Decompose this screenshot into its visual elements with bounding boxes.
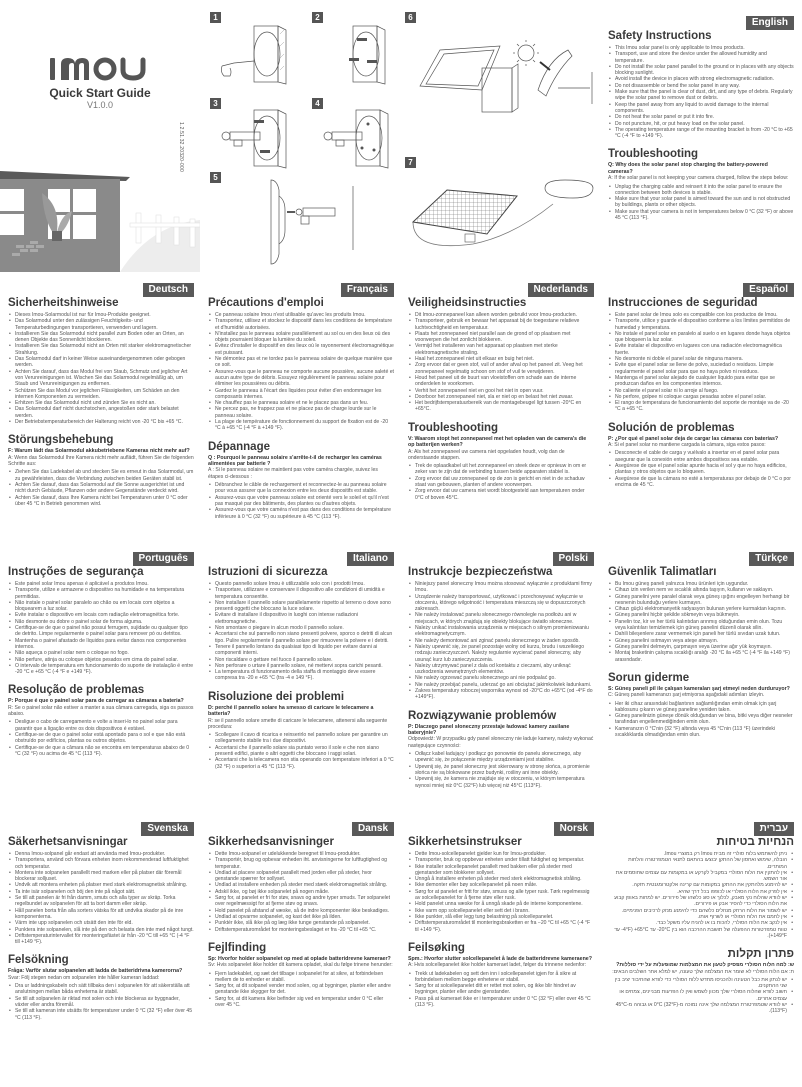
safety-item: • Punktér ikke, slå ikke på og læg ikke tunge genstande på solpanelet.	[208, 920, 394, 926]
safety-list	[608, 45, 794, 139]
safety-item: • Certifique-se de que o painel não possui ferrugem, sujidade ou qualquer tipo de detrito. Limpe regularmente o painel solar para remover pó ou detritos.	[8, 625, 194, 638]
troubleshooting-question: Sp: Hvorfor holder solpanelet op med at oplade batteridrevne kameraer?	[208, 955, 391, 962]
safety-item: • La plage de température de fonctionnement du support de fixation est de -20 °C à +65 °C (-4 °F à +149 °F).	[208, 419, 394, 432]
troubleshooting-question: Fråga: Varför slutar solpanelen att ladda de batteridrivna kamerorna?	[8, 968, 183, 975]
troubleshooting-step: • Her iki cihaz arasındaki bağlantının sağlamlığından emin olmak için şarj kablosunu çıkarın ve güneş paneline yeniden takın.	[608, 701, 794, 714]
troubleshooting-answer: C: Güneş paneli kameranızı şarj etmiyorsa aşağıdaki adımları izleyin.	[608, 692, 765, 699]
safety-item: • הובלה, שימוש ואחסון של ההתקן יבוצעו בהתאם לתנאי הטמפרטורה והלחות המותרים.	[608, 857, 794, 870]
safety-item: • Der Betriebstemperaturbereich der Halterung reicht von -20 °C bis +65 °C.	[8, 419, 194, 425]
lang-tag-norsk: Norsk	[554, 822, 594, 836]
safety-item: • Ne chauffez pas le panneau solaire et ne le placez pas dans un feu.	[208, 400, 394, 406]
troubleshooting-steps	[8, 719, 194, 757]
safety-item: • Verhit het zonnepaneel niet en gooi het niet in open vuur.	[408, 388, 594, 394]
section-dansk	[200, 822, 400, 1008]
troubleshooting-step: • Se till att kameran inte utsätts för temperaturer under 0 °C (32 °F) eller över 45 °C (113 °F).	[8, 1008, 194, 1021]
lang-tag-english: English	[746, 16, 794, 30]
safety-item: • אין לחמם את הלוח הסולרי או לשרוף אותו.	[608, 914, 794, 920]
troubleshooting-title: פתרון תקלות	[727, 948, 794, 961]
troubleshooting-answer: Sv: Hvis solpanelet ikke holder dit kamera opladet, skal du følge trinene herunder:	[208, 962, 393, 969]
troubleshooting-question: S: Güneş paneli pil ile çalışan kameraları şarj etmeyi neden durduruyor?	[608, 685, 790, 692]
safety-item: • Evitare di installare il dispositivo in luoghi con intense radiazioni elettromagnetiche.	[208, 612, 394, 625]
guide-title: Quick Start Guide	[49, 86, 151, 100]
troubleshooting-title: Feilsøking	[408, 941, 465, 954]
safety-item: • Évitez d'installer le dispositif en des lieux où le rayonnement électromagnétique est puissant.	[208, 343, 394, 356]
troubleshooting-step: • Sørg for at solcellepanelet ditt er rettet mot solen, og ikke blir hindret av bygninger, planter eller andre gjenstander.	[408, 983, 594, 996]
step-6-badge: 6	[405, 12, 416, 23]
troubleshooting-answer: A: Hvis solcellepanelet ikke holder kameraet ladet, følger du trinnene nedenfor:	[408, 962, 587, 969]
troubleshooting-steps	[408, 751, 594, 789]
troubleshooting-step: • Unplug the charging cable and reinsert it into the solar panel to ensure the connection between both devices is stable.	[608, 184, 794, 197]
safety-item: • Não instale o painel solar paralelo ao chão ou em locais com objetos a bloquearem a luz solar.	[8, 600, 194, 613]
safety-item: • Houd het paneel uit de buurt van vloeistoffen om schade aan de interne onderdelen te voorkomen.	[408, 375, 594, 388]
section-english	[600, 16, 800, 221]
safety-item: • Mantenga el panel solar alejado de cualquier líquido para evitar que se produzcan daños en los componentes internos.	[608, 375, 794, 388]
safety-item: • Dette Imou-solpanel er udelukkende beregnet til Imou-produkter.	[208, 851, 394, 857]
troubleshooting-title: Solución de problemas	[608, 421, 735, 434]
safety-item: • No caliente el panel solar ni lo arroje al fuego.	[608, 388, 794, 394]
lang-tag-deutsch: Deutsch	[143, 283, 194, 297]
safety-item: • Ce panneau solaire Imou n'est utilisable qu'avec les produits Imou.	[208, 312, 394, 318]
troubleshooting-question: Q: Why does the solar panel stop charging the battery-powered cameras?	[608, 162, 768, 175]
troubleshooting-step: • Accertarsi che il pannello solare sia puntato verso il sole e che non siano presenti edifici, piante o altri oggetti che bloccano i raggi solari.	[208, 745, 394, 758]
troubleshooting-step: • Certifique-se de que o painel solar está apontado para o sol e que não está obstruído por edifícios, plantas ou outros objetos.	[8, 732, 194, 745]
troubleshooting-title: Troubleshooting	[408, 421, 499, 434]
safety-title: Safety Instructions	[608, 30, 712, 42]
step-2-badge: 2	[312, 12, 323, 23]
safety-item: • Transporteer, gebruik en bewaar het apparaat bij de toegestane relatieve luchtvochtigheid en temperatuur.	[408, 318, 594, 331]
safety-list	[608, 312, 794, 413]
safety-item: • No perfore, golpee ni coloque cargas pesadas sobre el panel solar.	[608, 394, 794, 400]
troubleshooting-step: • Certifique-se de que a câmara não se encontra em temperaturas abaixo de 0 °C (32 °F) ou acima de 45 °C (113 °F).	[8, 745, 194, 758]
safety-item: • Transporte, utilize e armazene o dispositivo na humidade e na temperatura permitidas.	[8, 587, 194, 600]
safety-item: • El rango de temperatura de funcionamiento del soporte de montaje va de -20 °C a +65 °C.	[608, 400, 794, 413]
troubleshooting-question: Q : Pourquoi le panneau solaire s'arrête-t-il de recharger les caméras alimentées par batterie ?	[208, 454, 382, 468]
safety-item: • The operating temperature range of the mounting bracket is from -20 °C to +65 °C (-4 °F to +149 °F).	[608, 127, 794, 140]
troubleshooting-steps	[8, 469, 194, 507]
section-francais	[200, 283, 400, 520]
troubleshooting-step: • Kameranızın 0 °C'nin (32 °F) altında veya 45 °C'nin (113 °F) üzerindeki sıcaklıklarda olmadığından emin olun.	[608, 726, 794, 739]
safety-item: • Driftstemperaturintervallet för monteringsfästet är från -20 °C till +65 °C (-4 °F till +149 °F).	[8, 933, 194, 946]
safety-item: • Värm inte upp solpanelen och utsätt den inte för eld.	[8, 920, 194, 926]
safety-title: Veiligheidsinstructies	[408, 297, 527, 309]
safety-list	[408, 581, 594, 701]
troubleshooting-title: Risoluzione dei problemi	[208, 690, 345, 703]
safety-item: • Adskil ikke, og bøj ikke solpanelet på nogen måde.	[208, 889, 394, 895]
safety-item: • Undvik att montera enheten på platser med stark elektromagnetisk strålning.	[8, 882, 194, 888]
safety-title: Précautions d'emploi	[208, 297, 324, 309]
safety-item: • Punktera inte solpanelen, slå inte på den och belasta den inte med något tungt.	[8, 927, 194, 933]
troubleshooting-step: • Dra ur laddningskabeln och sätt tillbaka den i solpanelen för att säkerställa att anslutningen mellan båda enheterna är stabil.	[8, 983, 194, 996]
safety-item: • Güneş panelini yere paralel olarak veya güneş ışığını engelleyen herhangi bir nesnenin bulunduğu yerlere kurmayın.	[608, 594, 794, 607]
troubleshooting-step: • Ziehen Sie das Ladekabel ab und stecken Sie es erneut in das Solarmodul, um zu gewährleisten, dass die Verbindung zwischen beiden Geräten stabil ist.	[8, 469, 194, 482]
lang-tag-italiano: Italiano	[347, 552, 394, 566]
troubleshooting-step: • Güneş panelinizin güneşe dönük olduğundan ve bina, bitki veya diğer nesneler tarafından engellenmediğinden emin olun.	[608, 713, 794, 726]
safety-item: • Installieren Sie das Solarmodul nicht parallel zum Boden oder an Orten, an denen Objekte das Sonnenlicht blockieren.	[8, 331, 194, 344]
troubleshooting-step: • יש לוודא שטמפרטורת המצלמה שלך אינה נמוכה מ-0°C (32°F) או גבוהה מ-45°C (113°F).	[608, 1002, 794, 1015]
troubleshooting-step: • Make sure that your camera is not in temperatures below 0 °C (32 °F) or above 45 °C (113 °F).	[608, 209, 794, 222]
safety-item: • Trasportare, utilizzare e conservare il dispositivo alle condizioni di umidità e temperatura consentite.	[208, 587, 394, 600]
safety-title: Sikkerhetsinstrukser	[408, 836, 522, 848]
safety-item: • Håll panelen borta från alla sorters vätska för att undvika skador på de inre komponenterna.	[8, 908, 194, 921]
safety-item: • Urządzenie należy transportować, użytkować i przechowywać wyłącznie w otoczeniu, którego wilgotność i temperatura mieszczą się w dopuszczonych zakresach.	[408, 594, 594, 613]
troubleshooting-step: • יש לנתק את כבל הטעינה ולהכניסו מחדש ללוח הסולרי כדי לוודא שהחיבור יציב בין שני ההתקנים.	[608, 977, 794, 990]
safety-list	[8, 851, 194, 945]
safety-title: Güvenlik Talimatları	[608, 566, 717, 578]
safety-list	[8, 312, 194, 425]
safety-item: • Não desmonte ou dobre o painel solar de forma alguma.	[8, 619, 194, 625]
troubleshooting-step: • Asegúrese de que la cámara no esté a temperaturas por debajo de 0 °C o por encima de 45 °C.	[608, 476, 794, 489]
safety-item: • Należy unikać instalowania urządzenia w miejscach o silnym promieniowaniu elektromagnetycznym.	[408, 625, 594, 638]
section-turkce	[600, 552, 800, 738]
safety-item: • Questo pannello solare Imou è utilizzabile solo con i prodotti Imou.	[208, 581, 394, 587]
installation-steps	[200, 0, 600, 272]
safety-item: • La temperatura di funzionamento della staffa di montaggio deve essere compresa tra -20 e +65 °C (tra -4 e 149 °F).	[208, 669, 394, 682]
troubleshooting-question: P: Porque é que o painel solar para de carregar as câmaras a bateria?	[8, 698, 184, 705]
safety-list	[208, 312, 394, 432]
safety-item: • This Imou solar panel is only applicable to Imou products.	[608, 45, 794, 51]
troubleshooting-step: • Accertarsi che la telecamera non stia operando con temperature inferiori a 0 °C (32 °F) o superiori a 45 °C (113 °F).	[208, 757, 394, 770]
step-7-badge: 7	[405, 157, 416, 168]
safety-title: Instruções de segurança	[8, 566, 144, 578]
safety-item: • Erhitzen Sie das Solarmodul nicht und zünden Sie es nicht an.	[8, 400, 194, 406]
safety-item: • Ne démontez pas et ne tordez pas le panneau solaire de quelque manière que ce soit.	[208, 356, 394, 369]
troubleshooting-step: • Assurez-vous que votre caméra n'est pas dans des conditions de température inférieure à 0 °C (32 °F) ou supérieure à 45 °C (113 °F).	[208, 507, 394, 520]
house-illustration	[0, 165, 200, 272]
safety-item: • Ne percez pas, ne frappez pas et ne placez pas de charge lourde sur le panneau solaire.	[208, 406, 394, 419]
safety-item: • Undlad at placere solpanelet parallelt med jorden eller på steder, hvor genstande spærrer for sollyset.	[208, 870, 394, 883]
safety-item: • Mantenha o painel afastado de líquidos para evitar danos nos componentes internos.	[8, 638, 194, 651]
lang-tag-portugues: Português	[133, 552, 194, 566]
troubleshooting-step: • Scollegare il cavo di ricarica e reinserirlo nel pannello solare per garantire un collegamento stabile tra i due dispositivi.	[208, 732, 394, 745]
section-portugues	[0, 552, 200, 757]
section-nederlands	[400, 283, 600, 501]
lang-tag-francais: Français	[341, 283, 394, 297]
troubleshooting-step: • Achten Sie darauf, dass Ihre Kamera nicht bei Temperaturen unter 0 °C oder über 45 °C in Betrieb genommen wird.	[8, 495, 194, 508]
safety-item: • Do not heat the solar panel or put it into fire.	[608, 114, 794, 120]
lang-tag-nederlands: Nederlands	[528, 283, 594, 297]
safety-item: • Não aqueça o painel solar nem o coloque no fogo.	[8, 650, 194, 656]
safety-item: • Vermijd het installeren van het apparaat op plaatsen met sterke elektromagnetische straling.	[408, 343, 594, 356]
safety-item: • Dahili bileşenlere zarar vermemek için paneli her türlü sıvıdan uzak tutun.	[608, 631, 794, 637]
safety-item: • Niniejszy panel słoneczny Imou można stosować wyłącznie z produktami firmy Imou.	[408, 581, 594, 594]
troubleshooting-step: • Se till att solpanelen är riktad mot solen och inte blockeras av byggnader, växter eller andra föremål.	[8, 996, 194, 1009]
safety-item: • Driftstemperaturområdet for monteringsbeslaget er fra -20 °C til +65 °C.	[208, 927, 394, 933]
troubleshooting-title: Troubleshooting	[608, 148, 699, 161]
troubleshooting-answer: Odpowiedź: W przypadku gdy panel słoneczny nie ładuje kamery, należy wykonać następujące czynności:	[408, 736, 594, 749]
safety-item: • Non riscaldare o gettare nel fuoco il pannello solare.	[208, 657, 394, 663]
troubleshooting-title: Felsökning	[8, 954, 69, 967]
safety-item: • Ikke varm opp solcellepanelet eller sett det i brann.	[408, 908, 594, 914]
safety-item: • Transporter, bruk og oppbevar enheten under tillatt fuktighet og temperatur.	[408, 857, 594, 863]
safety-item: • Assurez-vous que le panneau ne comporte aucune poussière, aucune saleté et aucun autre type de débris. Essuyez régulièrement le panneau solaire pour éliminer les poussières ou débris.	[208, 369, 394, 388]
troubleshooting-title: Rozwiązywanie problemów	[408, 709, 557, 722]
safety-item: • Denna Imou-solpanel går endast att använda med Imou-produkter.	[8, 851, 194, 857]
safety-item: • Het bedrijfstemperatuurbereik van de montagebeugel ligt tussen -20°C en +65°C.	[408, 400, 594, 413]
panel-attach-illustration	[265, 176, 365, 268]
safety-item: • יש להימנע מלהתקין את ההתקן במקומות עם קרינה אלקטרומגנטית חזקה.	[608, 882, 794, 888]
safety-item: • Achten Sie darauf, dass das Modul frei von Staub, Schmutz und jeglicher Art von Verunreinigungen ist. Wischen Sie das Solarmodul regelmäßig ab, um Staub und Verunreinigungen zu entfernen.	[8, 369, 194, 388]
troubleshooting-title: Sorun giderme	[608, 671, 690, 684]
safety-item: • Należy utrzymywać panel z dala od kontaktu z cieczami, aby uniknąć uszkodzenia wewnętrznych elementów.	[408, 663, 594, 676]
troubleshooting-step: • Desligue o cabo de carregamento e volte a inseri-lo no painel solar para garantir que a ligação entre os dois dispositivos é estável.	[8, 719, 194, 732]
troubleshooting-title: Resolução de problemas	[8, 684, 145, 697]
safety-title: Säkerhetsanvisningar	[8, 836, 128, 848]
safety-item: • Güneş panelini hiçbir şekilde sökmeyin veya bükmeyin.	[608, 612, 794, 618]
step-4-badge: 4	[312, 98, 323, 109]
troubleshooting-step: • Fjern ladekablet, og sæt det tilbage i solpanelet for at sikre, at forbindelsen mellem de to enheder er stabil.	[208, 971, 394, 984]
section-hebrew	[600, 822, 800, 1015]
safety-item: • Hold panelet unna væske for å unngå skade på de interne komponentene.	[408, 901, 594, 907]
safety-item: • Ikke punkter, slå eller legg tung belastning på solcellepanelet.	[408, 914, 594, 920]
safety-list	[408, 312, 594, 413]
safety-item: • No instale el panel solar en paralelo al suelo o en lugares donde haya objetos que bloqueen la luz solar.	[608, 331, 794, 344]
safety-item: • Sørg for, at panelet er fri for støv, snavs og andre typer smuds. Tør solpanelet over regelmæssigt for at fjerne støv og snavs.	[208, 895, 394, 908]
safety-title: Instrucciones de seguridad	[608, 297, 758, 309]
section-italiano	[200, 552, 400, 770]
safety-list	[408, 851, 594, 933]
safety-item: • N'installez pas le panneau solaire parallèlement au sol ou en des lieux où des objets pourraient bloquer la lumière du soleil.	[208, 331, 394, 344]
troubleshooting-question: Spm.: Hvorfor slutter solcellepanelet å lade de batteridrevne kameraene?	[408, 955, 592, 962]
safety-list	[608, 851, 794, 939]
troubleshooting-answer: A : Si le panneau solaire ne maintient pas votre caméra chargée, suivez les étapes ci-dessous :	[208, 467, 378, 480]
troubleshooting-step: • Desconecte el cable de carga y vuélvalo a insertar en el panel solar para asegurar que la conexión entre ambos dispositivos sea estable.	[608, 450, 794, 463]
section-polski	[400, 552, 600, 789]
safety-item: • Zorg ervoor dat er geen stof, vuil of ander afval op het paneel zit. Veeg het zonnepaneel regelmatig schoon om stof of vuil te verwijderen.	[408, 362, 594, 375]
safety-item: • No desmonte ni doble el panel solar de ninguna manera.	[608, 356, 794, 362]
safety-item: • Do not install the solar panel parallel to the ground or in places with any objects blocking sunlight.	[608, 64, 794, 77]
troubleshooting-step: • Trek de oplaadkabel uit het zonnepaneel en steek deze er opnieuw in om er zeker van te zijn dat de verbinding tussen beide apparaten stabiel is.	[408, 463, 594, 476]
safety-item: • Transporte, utilice y guarde el dispositivo conforme a los límites permitidos de humedad y temperatura.	[608, 318, 794, 331]
troubleshooting-answer: R: Se o painel solar não estiver a manter a sua câmara carregada, siga os passos abaixo.	[8, 704, 194, 718]
troubleshooting-question: P: ¿Por qué el panel solar deja de cargar las cámaras con baterías?	[608, 435, 779, 442]
safety-item: • Doorboor het zonnepaneel niet, sla er niet op en belast het niet zwaar.	[408, 394, 594, 400]
lang-tag-dansk: Dansk	[352, 822, 394, 836]
safety-item: • טווח טמפרטורות ההפעלה של תושבת ההרכבה הוא בין ‎-20°C‏ עד ‎+65°C‏ (‎-4°F‏ עד ‎+149°F‏).	[608, 927, 794, 940]
safety-item: • Tenere il pannello lontano da qualsiasi tipo di liquido per evitare danni ai componenti interni.	[208, 644, 394, 657]
safety-list	[608, 581, 794, 663]
safety-item: • Dette Imou-solcellepanelet gjelder kun for Imou-produkter.	[408, 851, 594, 857]
troubleshooting-steps	[208, 482, 394, 520]
section-espanol	[600, 283, 800, 488]
safety-item: • Güneş panelini ısıtmayın veya ateşe atmayın.	[608, 638, 794, 644]
safety-item: • Dit Imou-zonnepaneel kan alleen worden gebruikt voor Imou-producten.	[408, 312, 594, 318]
troubleshooting-title: Dépannage	[208, 440, 270, 453]
troubleshooting-step: • Assurez-vous que votre panneau solaire est orienté vers le soleil et qu'il n'est pas masqué par des bâtiments, des plantes ou d'autres objets.	[208, 495, 394, 508]
safety-title: Istruzioni di sicurezza	[208, 566, 328, 578]
troubleshooting-step: • חשוב לוודא שהלוח הסולרי שלך מכוון לשמש ואין לו הפרעות מבניינים, צמחים או עצמים אחרים.	[608, 989, 794, 1002]
safety-item: • Este painel solar Imou apenas é aplicável a produtos Imou.	[8, 581, 194, 587]
troubleshooting-steps	[608, 450, 794, 488]
troubleshooting-answer: A: If the solar panel is not keeping your camera charged, follow the steps below:	[608, 175, 789, 182]
troubleshooting-steps	[608, 184, 794, 222]
troubleshooting-question: ש: למה הלוח הסולרי מפסיק לטעון את המצלמות שמופעלות על ידי סוללות?	[616, 962, 794, 969]
section-deutsch	[0, 283, 200, 507]
safety-item: • Sørg for at panelet er fritt for støv, smuss og alle typer rusk. Tørk regelmessig av solcellepanelet for å fjerne støv eller rusk.	[408, 889, 594, 902]
safety-title: Sikkerhedsanvisninger	[208, 836, 334, 848]
troubleshooting-step: • Sørg for, at dit kamera ikke befinder sig ved en temperatur under 0 °C eller over 45 °C.	[208, 996, 394, 1009]
safety-item: • Evite que el panel solar se llene de polvo, suciedad o residuos. Limpie regularmente el panel solar para que no haya polvo ni residuos.	[608, 362, 794, 375]
safety-item: • Ikke installer solcellepanelet parallelt med bakken eller på steder med gjenstander som blokkerer sollyset.	[408, 864, 594, 877]
drill-wall-illustration	[216, 22, 291, 87]
safety-item: • Do not puncture, hit, or put heavy load on the solar panel.	[608, 121, 794, 127]
troubleshooting-question: F: Warum lädt das Solarmodul akkubetriebene Kameras nicht mehr auf?	[8, 448, 190, 455]
troubleshooting-steps	[208, 971, 394, 1009]
safety-title: Instrukcje bezpieczeństwa	[408, 566, 553, 578]
safety-item: • Non perforare o urtare il pannello solare, né mettervi sopra carichi pesanti.	[208, 663, 394, 669]
safety-item: • Ta inte isär solpanelen och böj den inte på något sätt.	[8, 889, 194, 895]
bracket-mounted-illustration	[318, 106, 393, 171]
safety-item: • Schützen Sie das Modul vor jeglichen Flüssigkeiten, um Schäden an den internen Komponenten zu vermeiden.	[8, 388, 194, 401]
safety-item: • Avoid install the device in places with strong electromagnetic radiation.	[608, 76, 794, 82]
safety-item: • יש לשמור את הלוח הרחק מנוזלים כלשהם כדי להימנע מנזק לרכיבים הפנימיים.	[608, 908, 794, 914]
troubleshooting-answer: A: Si el panel solar no mantiene cargada la cámara, siga estos pasos:	[608, 442, 766, 449]
panel-sun-angle-illustration	[410, 28, 596, 116]
troubleshooting-step: • Débranchez le câble de rechargement et reconnectez-le au panneau solaire pour vous assurer que la connexion entre les deux dispositifs est stable.	[208, 482, 394, 495]
safety-item: • Hold panelet på afstand af væske, så de indre komponenter ikke beskadiges.	[208, 908, 394, 914]
anchors-wall-illustration	[335, 22, 395, 87]
troubleshooting-title: Störungsbehebung	[8, 434, 114, 447]
troubleshooting-steps	[408, 463, 594, 501]
safety-item: • Este panel solar de Imou solo es compatible con los productos de Imou.	[608, 312, 794, 318]
step-3-badge: 3	[210, 98, 221, 109]
safety-item: • Nie należy przebijać panelu, uderzać go ani obciążać jakimkolwiek ładunkami.	[408, 682, 594, 688]
safety-title: Sicherheitshinweise	[8, 297, 119, 309]
troubleshooting-steps	[608, 977, 794, 1015]
troubleshooting-question: V: Waarom stopt het zonnepaneel met het opladen van de camera's die op batterijen werken?	[408, 435, 587, 449]
troubleshooting-step: • Asegúrese de que el panel solar apunte hacia el sol y que no haya edificios, plantas y otros objetos que lo bloqueen.	[608, 463, 794, 476]
safety-item: • Evite instalar el dispositivo en lugares con una radiación electromagnética fuerte.	[608, 343, 794, 356]
safety-item: • Não perfure, atinja ou coloque objetos pesados em cima do painel solar.	[8, 657, 194, 663]
troubleshooting-step: • Upewnij się, że kamera nie znajduje się w otoczeniu, w którym temperatura wynosi mniej niż 0°C (32°F) lub więcej niż 45°C (113°F).	[408, 776, 594, 789]
safety-item: • ניתן להשתמש בלוח סולרי זה מבית Imou רק במוצרי Imou.	[608, 851, 794, 857]
troubleshooting-question: D: perché il pannello solare ha smesso di caricare le telecamere a batteria?	[208, 704, 374, 718]
safety-item: • Ikke demonter eller bøy solcellepanelet på noen måte.	[408, 882, 594, 888]
safety-item: • Non smontare o piegare in alcun modo il pannello solare.	[208, 625, 394, 631]
safety-item: • Driftstemperaturområdet til monteringsbraketten er fra −20 °C til +65 °C (-4 °F til +149 °F).	[408, 920, 594, 933]
safety-item: • Do not disassemble or bend the solar panel in any way.	[608, 83, 794, 89]
troubleshooting-steps	[608, 701, 794, 739]
safety-item: • Non installare il pannello solare parallelamente rispetto al terreno o dove sono presenti oggetti che bloccano la luce solare.	[208, 600, 394, 613]
safety-item: • O intervalo de temperatura em funcionamento do suporte de instalação é entre -20 °C e +65 °C (-4 °F e +149 °F).	[8, 663, 194, 676]
safety-item: • Gardez le panneau à l'écart des liquides pour éviter d'en endommager les composants internes.	[208, 388, 394, 401]
troubleshooting-step: • Sørg for, at dit solpanel vender mod solen, og at bygninger, planter eller andre genstande ikke skygger for det.	[208, 983, 394, 996]
troubleshooting-steps	[408, 971, 594, 1009]
troubleshooting-step: • Trekk ut ladekabelen og sett den inn i solcellepanelet igjen for å sikre at forbindelsen mellom begge enhetene er stabil.	[408, 971, 594, 984]
safety-item: • Haal het zonnepaneel niet uit elkaar en buig het niet.	[408, 356, 594, 362]
safety-item: • אין להתקין את הלוח הסולרי במקביל לקרקע או במקומות עם עצמים שחוסמים את אור השמש.	[608, 870, 794, 883]
safety-item: • Montaj braketinin çalışma sıcaklığı aralığı -20 °C ila +65 °C (-4 °F ila +149 °F) arasındadır.	[608, 650, 794, 663]
imou-logo	[48, 52, 152, 82]
safety-item: • Należy upewnić się, że panel pozostaje wolny od kurzu, brudu i wszelkiego rodzaju zanieczyszczeń. Należy regularnie wycierać panel słoneczny, aby usunąć kurz lub zanieczyszczenia.	[408, 644, 594, 663]
lang-tag-hebrew: עברית	[754, 822, 794, 836]
safety-item: • Make sure that the panel is clear of dust, dirt, and any type of debris. Regularly wipe the solar panel to remove dust or debris.	[608, 89, 794, 102]
safety-item: • Nie należy ogrzewać panelu słonecznego ani nie podpalać go.	[408, 675, 594, 681]
safety-item: • Se till att panelen är fri från damm, smuts och alla typer av skräp. Torka regelbundet av solpanelen för att ta bort damm eller skräp.	[8, 895, 194, 908]
safety-item: • Güneş panelini delmeyin, çarpmayın veya üzerine ağır yük koymayın.	[608, 644, 794, 650]
lang-tag-svenska: Svenska	[141, 822, 194, 836]
troubleshooting-step: • Pass på at kameraet ikke er i temperaturer under 0 °C (32 °F) eller over 45 °C (113 °F).	[408, 996, 594, 1009]
safety-item: • Das Solarmodul darf in keiner Weise auseinandergenommen oder gebogen werden.	[8, 356, 194, 369]
safety-item: • Plaats het zonnepaneel niet parallel aan de grond of op plaatsen met voorwerpen die het zonlicht blokkeren.	[408, 331, 594, 344]
safety-item: • Undlad at opvarme solpanelet, og kast det ikke på ilden.	[208, 914, 394, 920]
troubleshooting-title: Fejlfinding	[208, 941, 267, 954]
safety-item: • Panelin toz, kir ve her türlü kalıntıdan arınmış olduğundan emin olun. Tozu veya kalıntıları temizlemek için güneş panelini düzenli olarak silin.	[608, 619, 794, 632]
troubleshooting-answer: A: Als het zonnepaneel uw camera niet opgeladen houdt, volg dan de onderstaande stappen.	[408, 448, 565, 461]
troubleshooting-step: • Achten Sie darauf, dass das Solarmodul auf die Sonne ausgerichtet ist und nicht durch Gebäude, Pflanzen oder andere Gegenstände verdeckt wird.	[8, 482, 194, 495]
troubleshooting-step: • Make sure that your solar panel is aimed toward the sun and is not obstructed by buildings, plants or other objects.	[608, 196, 794, 209]
safety-item: • Installieren Sie das Solarmodul nicht an Orten mit starker elektromagnetischer Strahlung.	[8, 343, 194, 356]
lang-tag-espanol: Español	[743, 283, 794, 297]
version-label: V1.0.0	[86, 100, 114, 110]
safety-item: • Transport, use and store the device under the allowed humidity and temperature.	[608, 51, 794, 64]
safety-item: • Transportera, använd och förvara enheten inom rekommenderad luftfuktighet och temperatur.	[8, 857, 194, 870]
safety-item: • Unngå å installere enheten på steder med sterk elektromagnetisk stråling.	[408, 876, 594, 882]
safety-item: • Zakres temperatury roboczej wspornika wynosi od -20°C do +65°C (od -4°F do +149°F).	[408, 688, 594, 701]
safety-item: • Cihazı güçlü elektromanyetik radyasyon bulunan yerlere kurmaktan kaçının.	[608, 606, 794, 612]
safety-item: • Cihazı izin verilen nem ve sıcaklık altında taşıyın, kullanın ve saklayın.	[608, 587, 794, 593]
troubleshooting-steps	[8, 983, 194, 1021]
lang-tag-polski: Polski	[553, 552, 594, 566]
troubleshooting-answer: A: Wenn das Solarmodul Ihre Kamera nicht mehr auflädt, führen Sie die folgenden Schritte aus:	[8, 454, 194, 468]
safety-item: • Keep the panel away from any liquid to avoid damage to the internal components.	[608, 102, 794, 115]
safety-item: • Undlad at installere enheden på steder med stærk elektromagnetisk stråling.	[208, 882, 394, 888]
safety-item: • Nie należy demontować ani zginać panelu słonecznego w żaden sposób.	[408, 638, 594, 644]
safety-item: • Bu Imou güneş paneli yalnızca Imou ürünleri için uygundur.	[608, 581, 794, 587]
bracket-screws-illustration	[216, 106, 291, 171]
troubleshooting-step: • Zorg ervoor dat uw camera niet wordt blootgesteld aan temperaturen onder 0°C of boven 45°C.	[408, 488, 594, 501]
cover-panel	[0, 0, 200, 272]
panel-camera-connect-illustration	[405, 178, 597, 254]
safety-item: • Dieses Imou-Solarmodul ist nur für Imou-Produkte geeignet.	[8, 312, 194, 318]
troubleshooting-step: • Upewnij się, że panel słoneczny jest skierowany w stronę słońca, a promienie słońca nie są blokowane przez budynki, rośliny ani inne obiekty.	[408, 764, 594, 777]
safety-item: • Das Solarmodul unter den zulässigen Feuchtigkeits- und Temperaturbedingungen transportieren, verwenden und lagern.	[8, 318, 194, 331]
safety-item: • Montera inte solpanelen parallellt med marken eller på platser där föremål blockerar solljuset.	[8, 870, 194, 883]
safety-item: • אין לפרק את הלוח הסולרי או לכופפו בכל דרך שהיא.	[608, 889, 794, 895]
step-1-badge: 1	[210, 12, 221, 23]
safety-item: • Accertarsi che sul pannello non siano presenti polvere, sporco o detriti di alcun tipo. Pulire regolarmente il pannello solare per rimuovere la polvere e i detriti.	[208, 631, 394, 644]
troubleshooting-answer: ת: אם הלוח הסולרי לא שומר את המצלמה שלך טעונה, יש למלא אחר השלבים הבאים:	[612, 968, 794, 975]
safety-list	[8, 581, 194, 675]
safety-item: • אין לנקב את הלוח הסולרי, להכות בו או להניח עליו משקל כבד.	[608, 920, 794, 926]
troubleshooting-answer: R: se il pannello solare smette di caricare le telecamere, attenersi alla seguente procedura:	[208, 717, 388, 730]
troubleshooting-question: P: Dlaczego panel słoneczny przestaje ładować kamery zasilane bateryjnie?	[408, 723, 570, 737]
safety-item: • Das Solarmodul darf nicht durchstochen, angestoßen oder stark belastet werden.	[8, 406, 194, 419]
safety-item: • Transportez, utilisez et stockez le dispositif dans les conditions de température et d'humidité autorisées.	[208, 318, 394, 331]
step-5-badge: 5	[210, 172, 221, 183]
safety-item: • Evite instalar o dispositivo em locais com radiação eletromagnética forte.	[8, 612, 194, 618]
section-norsk	[400, 822, 600, 1008]
section-svenska	[0, 822, 200, 1021]
safety-item: • Nie należy instalować panelu słonecznego równolegle na podłożu ani w miejscach, w których znajdują się obiekty blokujące światło słoneczne.	[408, 612, 594, 625]
safety-item: • יש לוודא שהלוח נקי מאבק, לכלוך או סוג כלשהו של פירורים. יש למחות באופן קבוע את הלוח הסולרי כדי להסיר אבק או פירורים.	[608, 895, 794, 908]
lang-tag-turkce: Türkçe	[749, 552, 794, 566]
troubleshooting-step: • Odłącz kabel ładujący i podłącz go ponownie do panelu słonecznego, aby upewnić się, że połączenie między urządzeniami jest stabilne.	[408, 751, 594, 764]
document-code: 1.2.51.32.20320-000	[178, 122, 184, 172]
troubleshooting-steps	[208, 732, 394, 770]
safety-title: הנחיות בטיחות	[716, 836, 794, 848]
safety-item: • Transportér, brug og opbevar enheden iht. anvisningerne for luftfugtighed og temperatur.	[208, 857, 394, 870]
safety-list	[208, 851, 394, 933]
troubleshooting-step: • Zorg ervoor dat uw zonnepaneel op de zon is gericht en niet in de schaduw staat van gebouwen, planten of andere voorwerpen.	[408, 476, 594, 489]
troubleshooting-answer: Svar: Följ stegen nedan om solpanelen inte håller kameran laddad:	[8, 974, 160, 981]
safety-list	[208, 581, 394, 682]
